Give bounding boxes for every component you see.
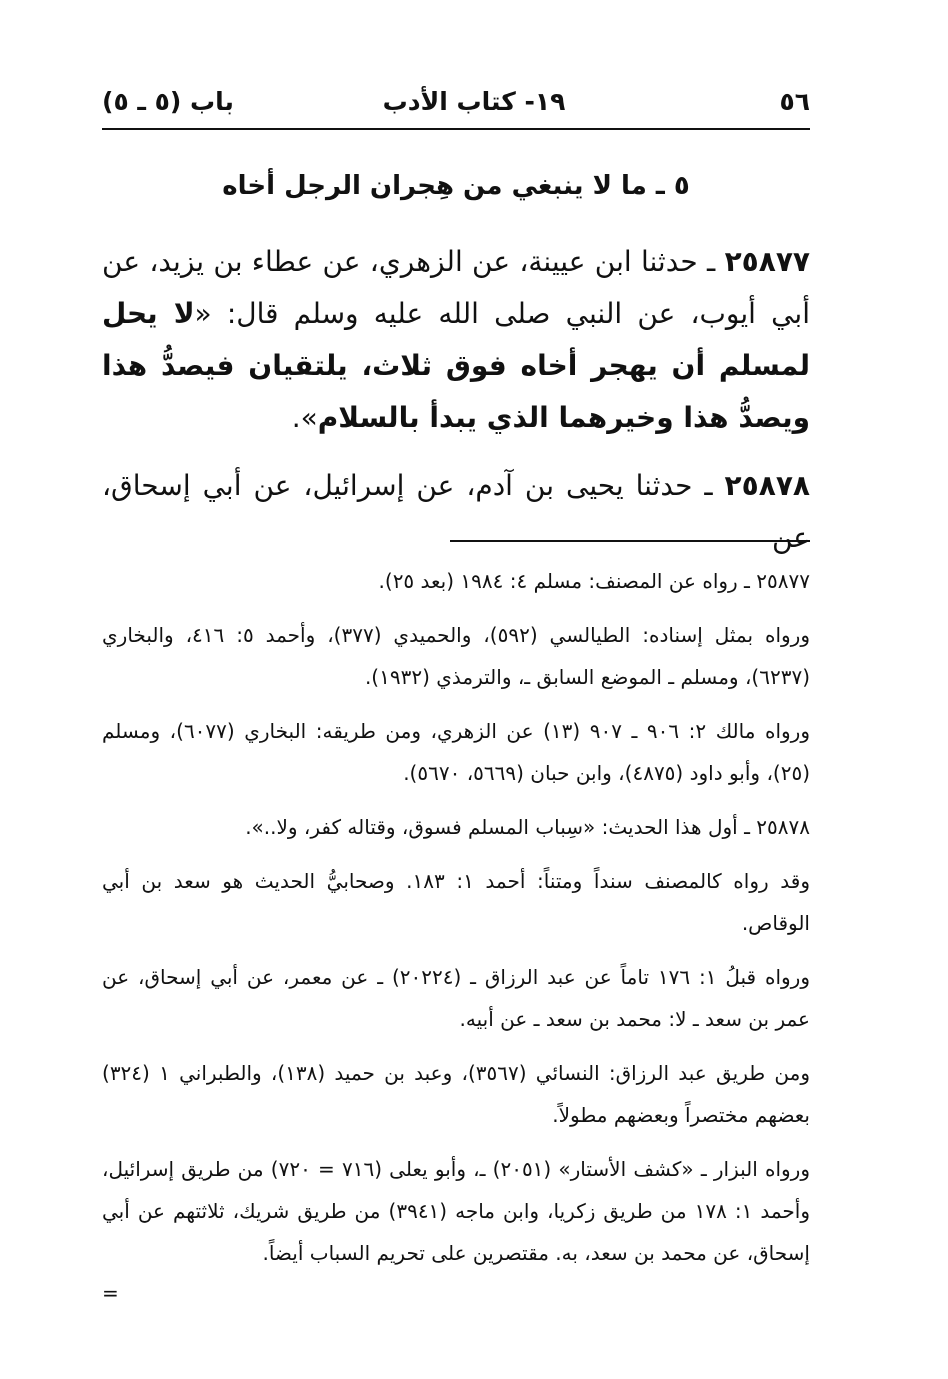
hadith-25878 [102,460,810,564]
footnote: ومن طريق عبد الرزاق: النسائي (٣٥٦٧)، وعبد بن حميد (١٣٨)، والطبراني ١ (٣٢٤) بعضهم مختصراً وبعضهم مطولاً. [102,1061,810,1127]
hadith-25877 [102,236,810,444]
section-title: ٥ ـ ما لا ينبغي من هِجران الرجل أخاه [222,171,690,201]
page-number: ٥٦ [779,87,810,116]
hadith-isnad: ـ حدثنا ابن عيينة، عن الزهري، عن عطاء بن يزيد، عن أبي أيوب، عن النبي صلى الله عليه وسلم قال: « [102,245,810,330]
hadith-matn: لا يحل لمسلم أن يهجر أخاه فوق ثلاث، يلتقيان فيصدُّ هذا ويصدُّ هذا وخيرهما الذي يبدأ بالسلام [102,297,810,434]
hadith-closing: ». [291,401,318,434]
footnote: ورواه مالك ٢: ٩٠٦ ـ ٩٠٧ (١٣) عن الزهري، ومن طريقه: البخاري (٦٠٧٧)، ومسلم (٢٥)، وأبو داود (٤٨٧٥)، وابن حبان (٥٦٦٩، ٥٦٧٠). [102,719,810,785]
footnote: ورواه البزار ـ «كشف الأستار» (٢٠٥١) ـ، وأبو يعلى (٧١٦ = ٧٢٠) من طريق إسرائيل، وأحمد ١: ١٧٨ من طريق زكريا، وابن ماجه (٣٩٤١) من طريق شريك، ثلاثتهم عن أبي إسحاق، عن محمد بن سعد، به. مقتصرين على تحريم السباب أيضاً. [102,1157,811,1265]
header-rule [102,128,810,130]
footnote: ورواه بمثل إسناده: الطيالسي (٥٩٢)، والحميدي (٣٧٧)، وأحمد ٥: ٤١٦، والبخاري (٦٢٣٧)، ومسلم ـ الموضع السابق ـ، والترمذي (١٩٣٢). [102,623,810,689]
continuation-mark: = [102,1281,119,1305]
footnote: ٢٥٨٧٧ ـ رواه عن المصنف: مسلم ٤: ١٩٨٤ (بعد ٢٥). [378,569,810,593]
hadith-number: ٢٥٨٧٨ [724,469,810,502]
chapter-label: باب (٥ ـ ٥) [102,87,234,116]
footnote: ٢٥٨٧٨ ـ أول هذا الحديث: «سِباب المسلم فسوق، وقتاله كفر، ولا..». [245,815,810,839]
footnote-separator [450,540,810,542]
book-title: ١٩- كتاب الأدب [382,87,566,116]
footnote: ورواه قبلُ ١: ١٧٦ تاماً عن عبد الرزاق ـ (٢٠٢٢٤) ـ عن معمر، عن أبي إسحاق، عن عمر بن سعد ـ لا: محمد بن سعد ـ عن أبيه. [102,965,810,1031]
hadith-isnad: ـ حدثنا يحيى بن آدم، عن إسرائيل، عن أبي إسحاق، عن [102,469,810,554]
footnote: وقد رواه كالمصنف سنداً ومتناً: أحمد ١: ١٨٣. وصحابيُّ الحديث هو سعد بن أبي الوقاص. [102,869,810,935]
hadith-number: ٢٥٨٧٧ [724,245,811,278]
footnotes [102,560,810,1286]
